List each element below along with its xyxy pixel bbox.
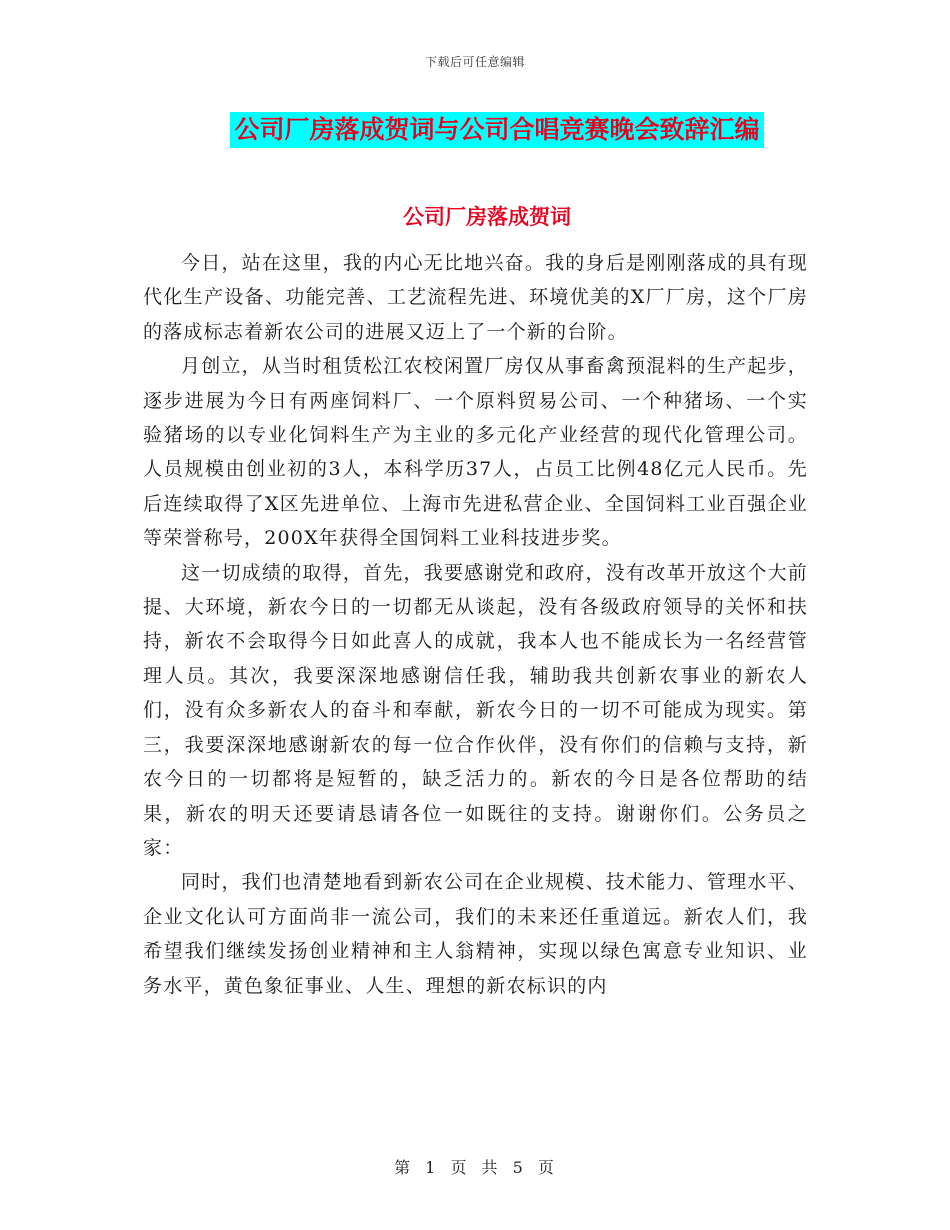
paragraph-4: 同时，我们也清楚地看到新农公司在企业规模、技术能力、管理水平、企业文化认可方面尚非一流公司，我们的未来还任重道远。新农人们，我希望我们继续发扬创业精神和主人翁精神，实现以绿色寓意专业知识、业务水平，黄色象征事业、人生、理想的新农标识的内	[143, 871, 808, 997]
page-number-footer: 第 1 页 共 5 页	[394, 1158, 556, 1177]
paragraph-2: 月创立，从当时租赁松江农校闲置厂房仅从事畜禽预混料的生产起步，逐步进展为今日有两座饲料厂、一个原料贸易公司、一个种猪场、一个实验猪场的以专业化饲料生产为主业的多元化产业经营的现代化管理公司。人员规模由创业初的3人，本科学历37人，占员工比例48亿元人民币。先后连续取得了X区先进单位、上海市先进私营企业、全国饲料工业百强企业等荣誉称号，200X年获得全国饲料工业科技进步奖。	[143, 355, 808, 550]
section-title: 公司厂房落成贺词	[403, 205, 571, 229]
document-title-container	[0, 112, 950, 148]
paragraph-1: 今日，站在这里，我的内心无比地兴奋。我的身后是刚刚落成的具有现代化生产设备、功能完善、工艺流程先进、环境优美的X厂厂房，这个厂房的落成标志着新农公司的进展又迈上了一个新的台阶。	[143, 252, 808, 343]
header-note: 下载后可任意编辑	[424, 55, 525, 69]
document-body	[143, 246, 808, 1003]
document-title: 公司厂房落成贺词与公司合唱竞赛晚会致辞汇编	[230, 112, 763, 148]
paragraph-3: 这一切成绩的取得，首先，我要感谢党和政府，没有改革开放这个大前提、大环境，新农今日的一切都无从谈起，没有各级政府领导的关怀和扶持，新农不会取得今日如此喜人的成就，我本人也不能成长为一名经营管理人员。其次，我要深深地感谢信任我，辅助我共创新农事业的新农人们，没有众多新农人的奋斗和奉献，新农今日的一切不可能成为现实。第三，我要深深地感谢新农的每一位合作伙伴，没有你们的信赖与支持，新农今日的一切都将是短暂的，缺乏活力的。新农的今日是各位帮助的结果，新农的明天还要请恳请各位一如既往的支持。谢谢你们。公务员之家：	[143, 561, 808, 859]
